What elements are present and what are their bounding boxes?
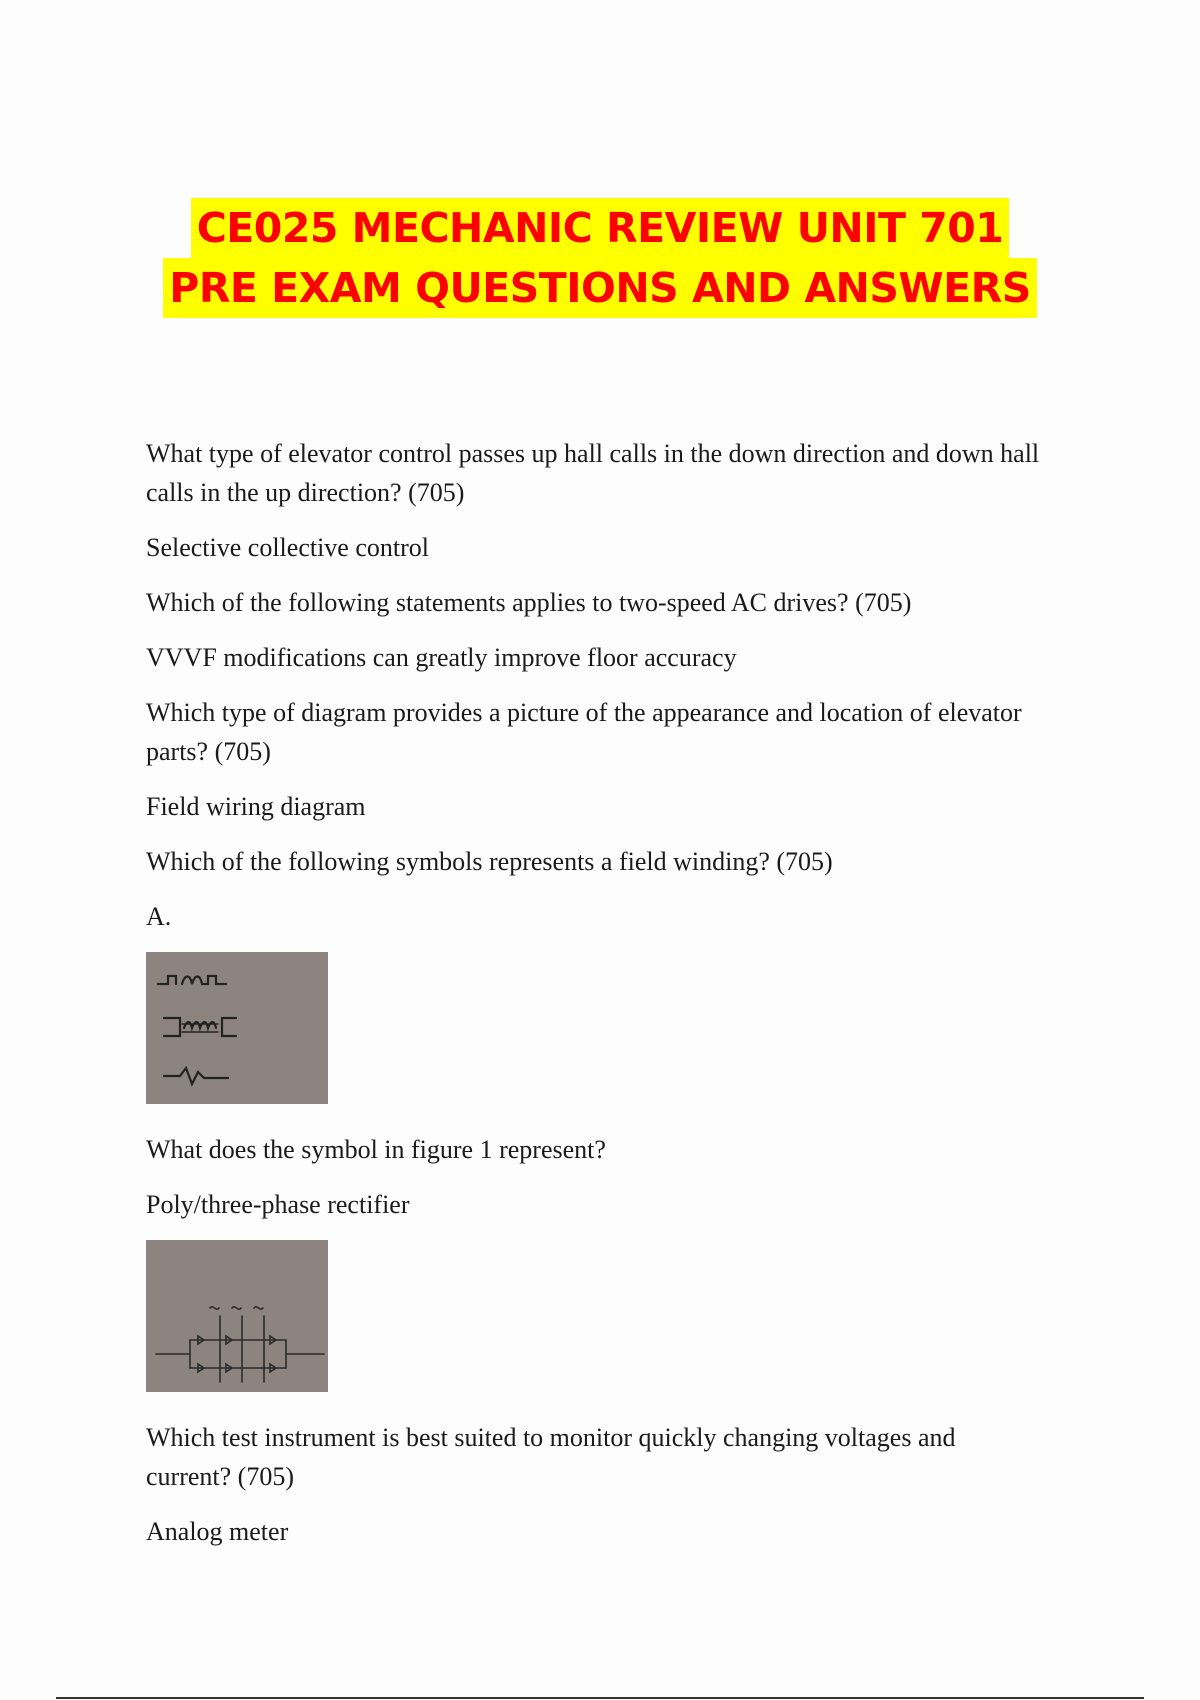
field-winding-symbols-image [146,952,328,1104]
question-text: What type of elevator control passes up hall calls in the down direction and down hall calls in the up direction? (705) [146,439,1040,507]
answer-text: A. [146,902,172,931]
answer-text: Analog meter [146,1517,289,1546]
answer-text: Selective collective control [146,533,429,562]
answer-text: Poly/three-phase rectifier [146,1190,410,1219]
footer-divider [56,1697,1144,1699]
answer-text: VVVF modifications can greatly improve floor accuracy [146,643,737,672]
document-title [0,198,1200,318]
rectifier-symbol-image [146,1240,328,1392]
question-text: Which type of diagram provides a picture of the appearance and location of elevator parts? (705) [146,698,1022,766]
question-text: Which of the following statements applies to two-speed AC drives? (705) [146,588,912,617]
question-text: Which of the following symbols represents a field winding? (705) [146,847,833,876]
title-line-1: CE025 MECHANIC REVIEW UNIT 701 [191,198,1010,258]
answer-text: Field wiring diagram [146,792,366,821]
question-text: What does the symbol in figure 1 represent? [146,1135,606,1164]
title-line-2: PRE EXAM QUESTIONS AND ANSWERS [163,258,1036,318]
qa-content [146,434,1046,1567]
question-text: Which test instrument is best suited to monitor quickly changing voltages and current? (705) [146,1423,956,1491]
